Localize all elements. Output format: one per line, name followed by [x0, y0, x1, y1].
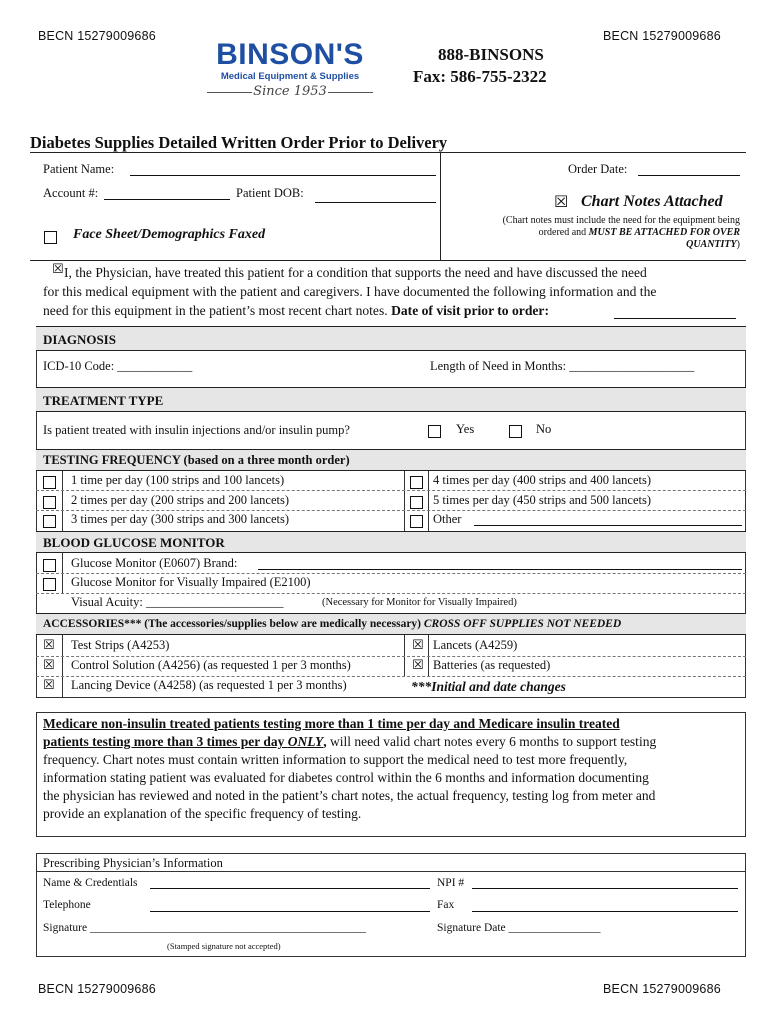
contact-phone: 888-BINSONS	[438, 45, 544, 64]
accessories-row-rule-2	[36, 676, 746, 677]
statement-line2: for this medical equipment with the patient and caregivers. I have documented the following information and the	[43, 284, 657, 299]
testing-3x-checkbox[interactable]	[43, 513, 56, 528]
treatment-header: TREATMENT TYPE	[36, 387, 746, 412]
order-date-label: Order Date:	[568, 162, 628, 176]
treatment-no-label: No	[536, 422, 552, 436]
page-title: Diabetes Supplies Detailed Written Order Prior to Delivery	[30, 133, 448, 152]
medicare-line4: information stating patient was evaluated for diabetes control within the 6 months and information documenting	[43, 770, 649, 785]
checked-box-icon: ☒	[52, 262, 64, 278]
account-label: Account #:	[43, 186, 99, 200]
stamp-note: (Stamped signature not accepted)	[167, 941, 281, 951]
prescriber-name-label: Name & Credentials	[43, 877, 138, 889]
medicare-line6: provide an explanation of the specific frequency of testing.	[43, 806, 362, 821]
medicare-line1: Medicare non-insulin treated patients testing more than 1 time per day and Medicare insulin treated	[43, 716, 620, 731]
dob-field[interactable]	[315, 191, 436, 203]
fax-field[interactable]	[472, 900, 738, 912]
icd-code-field[interactable]: ICD-10 Code: ____________	[43, 359, 193, 373]
fax-label: Fax	[437, 899, 455, 911]
monitor-brand-field[interactable]	[258, 557, 742, 570]
medicare-line2-bold: patients testing more than 3 times per day	[43, 734, 288, 749]
prescriber-header-rule	[36, 871, 746, 872]
statement-line1: I, the Physician, have treated this patient for a condition that supports the need and have discussed the need	[64, 265, 647, 280]
logo-subtitle: Medical Equipment & Supplies	[220, 71, 360, 82]
monitor-e2100-label: Glucose Monitor for Visually Impaired (E2100)	[71, 575, 311, 589]
logo-rule-right	[328, 92, 373, 93]
becn-top-right: BECN 15279009686	[603, 29, 721, 43]
visual-acuity-field[interactable]: Visual Acuity: ______________________	[71, 595, 284, 609]
batteries-checkbox[interactable]	[412, 660, 424, 675]
testing-option-3x: 3 times per day (300 strips and 300 lancets)	[71, 512, 290, 526]
checked-box-icon: ☒	[43, 658, 55, 674]
testing-option-other: Other	[433, 512, 462, 526]
medicare-line5: the physician has reviewed and noted in the patient’s chart notes, the actual frequency, testing log from meter and	[43, 788, 656, 803]
becn-bottom-left: BECN 15279009686	[38, 982, 156, 996]
initial-date-note: ***Initial and date changes	[411, 679, 566, 694]
chart-notes-checkbox[interactable]	[554, 192, 570, 212]
control-solution-label: Control Solution (A4256) (as requested 1 per 3 months)	[71, 658, 351, 672]
face-sheet-label: Face Sheet/Demographics Faxed	[73, 227, 266, 242]
npi-label: NPI #	[437, 877, 465, 889]
testing-2x-checkbox[interactable]	[43, 494, 56, 509]
testing-option-4x: 4 times per day (400 strips and 400 lancets)	[433, 473, 652, 487]
accessories-col-rule-1	[62, 635, 63, 698]
accessories-cross-off-note: CROSS OFF SUPPLIES NOT NEEDED	[423, 618, 622, 630]
patient-name-field[interactable]	[130, 163, 436, 176]
dob-label: Patient DOB:	[236, 186, 304, 200]
medicare-line3: frequency. Chart notes must contain written information to support the medical need to test more frequently,	[43, 752, 628, 767]
checked-box-icon: ☒	[43, 638, 55, 654]
diagnosis-header: DIAGNOSIS	[36, 326, 746, 351]
lancing-device-checkbox[interactable]	[43, 680, 55, 695]
testing-option-1x: 1 time per day (100 strips and 100 lancets)	[71, 473, 285, 487]
prescriber-header: Prescribing Physician’s Information	[43, 856, 223, 870]
checked-box-icon: ☒	[412, 638, 424, 654]
becn-bottom-right: BECN 15279009686	[603, 982, 721, 996]
chart-note-line2a: ordered and	[538, 227, 589, 238]
checked-box-icon: ☒	[554, 192, 569, 212]
visit-date-field[interactable]	[614, 306, 736, 319]
testing-col-rule-3	[428, 471, 429, 531]
monitor-header: BLOOD GLUCOSE MONITOR	[36, 531, 746, 553]
statement-line3: need for this equipment in the patient’s most recent chart notes.	[43, 303, 388, 318]
treatment-yes-checkbox[interactable]	[428, 423, 441, 438]
testing-row-rule-2	[36, 510, 746, 511]
testing-col-rule-2	[404, 471, 405, 531]
medicare-only: ONLY	[287, 734, 324, 749]
monitor-e0607-checkbox[interactable]	[43, 557, 56, 572]
testing-option-2x: 2 times per day (200 strips and 200 lancets)	[71, 493, 290, 507]
monitor-row-rule-1	[36, 573, 746, 574]
face-sheet-checkbox[interactable]	[44, 229, 57, 244]
signature-field[interactable]: Signature ________________________________________________	[43, 922, 366, 934]
patient-name-label: Patient Name:	[43, 162, 115, 176]
medicare-comma: ,	[323, 734, 327, 749]
testing-5x-checkbox[interactable]	[410, 494, 423, 509]
control-solution-checkbox[interactable]	[43, 660, 55, 675]
test-strips-label: Test Strips (A4253)	[71, 638, 170, 652]
monitor-row-rule-2	[36, 593, 746, 594]
prescriber-name-field[interactable]	[150, 877, 430, 889]
npi-field[interactable]	[472, 877, 738, 889]
testing-other-checkbox[interactable]	[410, 513, 423, 528]
chart-note-close: )	[736, 239, 740, 250]
checked-box-icon: ☒	[412, 658, 424, 674]
chart-note-line3: QUANTITY	[686, 239, 737, 250]
test-strips-checkbox[interactable]	[43, 640, 55, 655]
checked-box-icon: ☒	[43, 678, 55, 694]
length-of-need-field[interactable]: Length of Need in Months: ____________________	[430, 359, 695, 373]
treatment-question: Is patient treated with insulin injections and/or insulin pump?	[43, 423, 350, 437]
telephone-field[interactable]	[150, 900, 430, 912]
logo-since: Since 1953	[253, 84, 327, 99]
logo-wordmark: BINSON'S	[216, 38, 364, 71]
chart-notes-label: Chart Notes Attached	[581, 193, 723, 210]
testing-1x-checkbox[interactable]	[43, 474, 56, 489]
patient-bottom-rule	[30, 260, 746, 261]
lancets-checkbox[interactable]	[412, 640, 424, 655]
chart-notes-instructions	[466, 215, 740, 251]
chart-note-line1: (Chart notes must include the need for the equipment being	[502, 215, 740, 226]
medicare-line2-rest: will need valid chart notes every 6 months to support testing	[326, 734, 657, 749]
accessories-row-rule-1	[36, 656, 746, 657]
accessories-header-text: ACCESSORIES*** (The accessories/supplies below are medically necessary)	[43, 618, 424, 630]
lancets-label: Lancets (A4259)	[433, 638, 518, 652]
treatment-yes-label: Yes	[456, 422, 475, 436]
becn-top-left: BECN 15279009686	[38, 29, 156, 43]
visit-date-label: Date of visit prior to order:	[391, 303, 549, 318]
visual-acuity-note: (Necessary for Monitor for Visually Impaired)	[322, 597, 517, 608]
treatment-no-checkbox[interactable]	[509, 423, 522, 438]
testing-row-rule-1	[36, 490, 746, 491]
monitor-e2100-checkbox[interactable]	[43, 576, 56, 591]
form-bottom-rule	[36, 697, 746, 698]
accessories-header	[36, 613, 746, 635]
patient-top-rule	[30, 152, 746, 153]
batteries-label: Batteries (as requested)	[433, 658, 551, 672]
testing-col-rule-1	[62, 471, 63, 531]
patient-divider	[440, 152, 441, 260]
testing-4x-checkbox[interactable]	[410, 474, 423, 489]
lancing-device-label: Lancing Device (A4258) (as requested 1 per 3 months)	[71, 678, 347, 692]
telephone-label: Telephone	[43, 899, 91, 911]
testing-other-field[interactable]	[474, 513, 742, 526]
monitor-e0607-label: Glucose Monitor (E0607) Brand:	[71, 556, 238, 570]
order-date-field[interactable]	[638, 163, 740, 176]
account-field[interactable]	[104, 187, 230, 200]
binsons-logo	[205, 40, 375, 102]
signature-date-field[interactable]: Signature Date ________________	[437, 922, 601, 934]
chart-note-line2b: MUST BE ATTACHED FOR OVER	[588, 227, 740, 238]
testing-header: TESTING FREQUENCY (based on a three month order)	[36, 449, 746, 471]
testing-option-5x: 5 times per day (450 strips and 500 lancets)	[433, 493, 652, 507]
medicare-notice	[36, 712, 746, 837]
contact-fax: Fax: 586-755-2322	[413, 67, 547, 86]
